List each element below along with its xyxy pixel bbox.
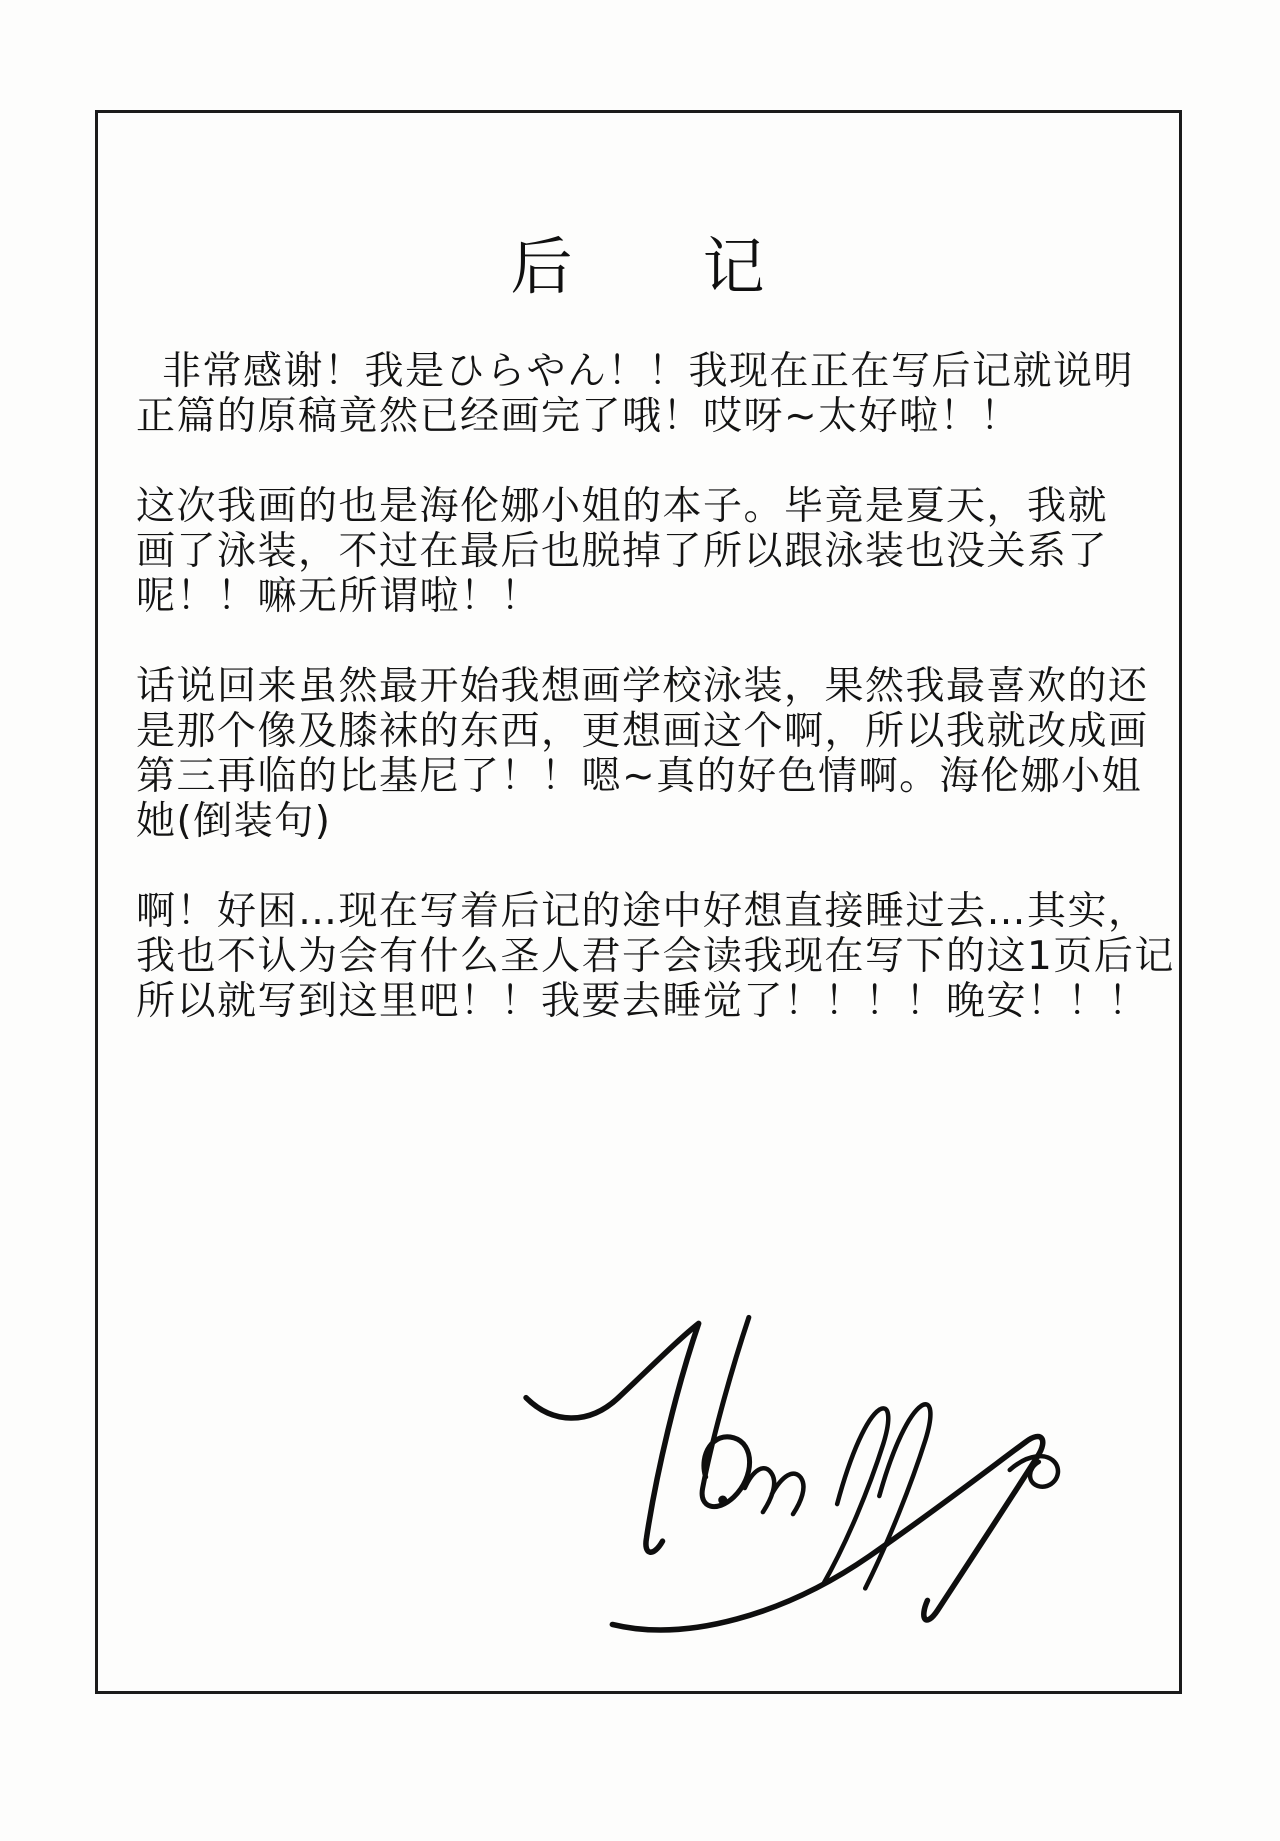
text-line: 啊！好困…现在写着后记的途中好想直接睡过去…其实， — [136, 889, 1149, 934]
text-line: 非常感谢！我是ひらやん！！我现在正在写后记就说明 — [162, 349, 1135, 394]
page-title: 后 记 — [510, 230, 767, 303]
paragraph-4 — [136, 889, 1175, 1024]
signature-stroke-grand-sweep — [612, 1437, 1042, 1630]
afterword-text — [136, 349, 1175, 1069]
paragraph-2 — [136, 484, 1165, 619]
text-line: 话说回来虽然最开始我想画学校泳装，果然我最喜欢的还 — [136, 664, 1149, 709]
text-line: 她(倒装句) — [136, 799, 332, 844]
text-line: 这次我画的也是海伦娜小姐的本子。毕竟是夏天，我就 — [136, 484, 1109, 529]
signature-ink-dot — [718, 1496, 727, 1505]
handwritten-signature-icon — [516, 1311, 1078, 1663]
text-line: 是那个像及膝袜的东西，更想画这个啊，所以我就改成画 — [136, 709, 1149, 754]
signature-stroke-humps — [745, 1468, 804, 1514]
paragraph-3 — [136, 664, 1165, 844]
artist-signature — [516, 1311, 1078, 1663]
text-line: 呢！！嘛无所谓啦！！ — [136, 574, 542, 619]
text-line: 所以就写到这里吧！！我要去睡觉了！！！！晚安！！！ — [136, 979, 1149, 1024]
signature-stroke-tall-loops — [823, 1404, 930, 1588]
text-line: 画了泳装，不过在最后也脱掉了所以跟泳装也没关系了 — [136, 529, 1109, 574]
signature-stroke-entry-swash — [526, 1323, 699, 1552]
page-border-frame — [95, 110, 1182, 1694]
text-line: 我也不认为会有什么圣人君子会读我现在写下的这1页后记 — [136, 934, 1175, 979]
signature-stroke-stem-loop — [702, 1317, 749, 1506]
text-line: 正篇的原稿竟然已经画完了哦！哎呀~太好啦！！ — [136, 394, 1021, 439]
text-line: 第三再临的比基尼了！！嗯~真的好色情啊。海伦娜小姐 — [136, 754, 1143, 799]
paragraph-1 — [136, 349, 1165, 439]
